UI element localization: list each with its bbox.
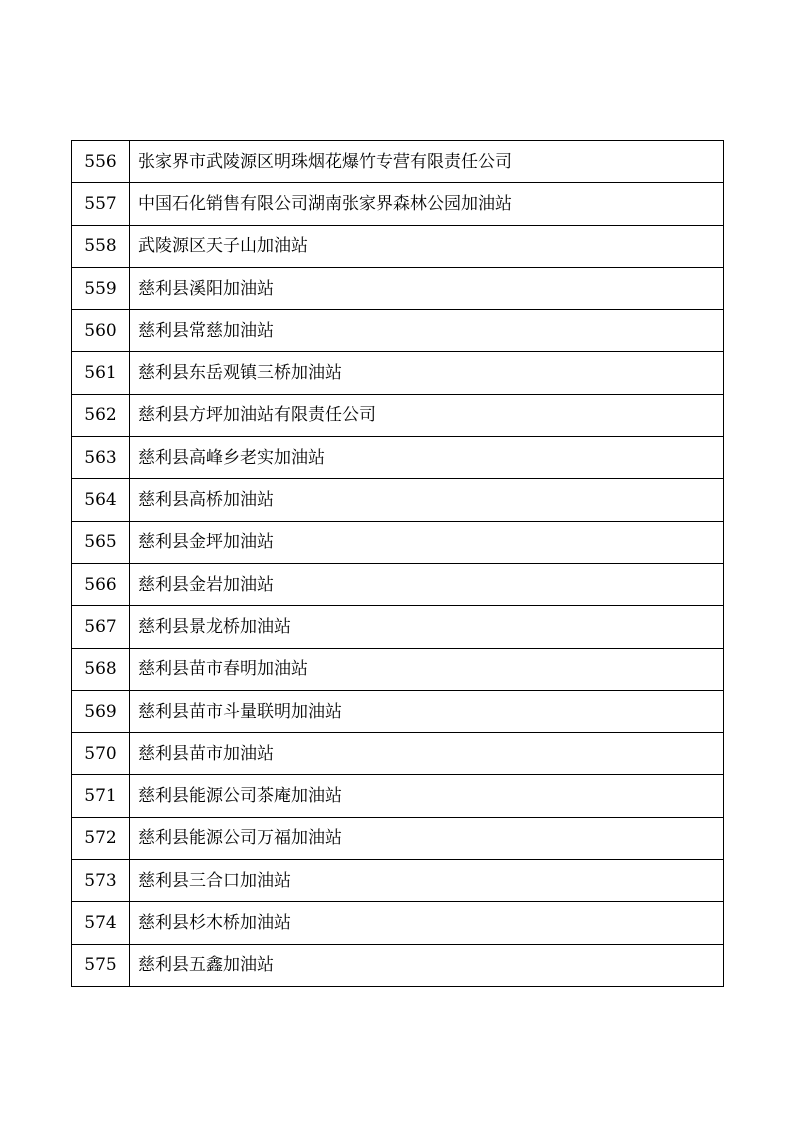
entity-name: 慈利县溪阳加油站 — [130, 267, 724, 309]
row-number: 573 — [72, 860, 130, 902]
entity-name: 慈利县杉木桥加油站 — [130, 902, 724, 944]
table-row — [72, 775, 724, 817]
table-row — [72, 141, 724, 183]
entity-name: 张家界市武陵源区明珠烟花爆竹专营有限责任公司 — [130, 141, 724, 183]
row-number: 557 — [72, 183, 130, 225]
row-number: 566 — [72, 563, 130, 605]
table-body — [72, 141, 724, 987]
row-number: 569 — [72, 690, 130, 732]
row-number: 564 — [72, 479, 130, 521]
table-row — [72, 902, 724, 944]
entity-name: 慈利县苗市春明加油站 — [130, 648, 724, 690]
entity-name: 慈利县常慈加油站 — [130, 310, 724, 352]
row-number: 562 — [72, 394, 130, 436]
table-row — [72, 944, 724, 986]
entity-name: 慈利县苗市加油站 — [130, 733, 724, 775]
table-row — [72, 394, 724, 436]
row-number: 561 — [72, 352, 130, 394]
row-number: 565 — [72, 521, 130, 563]
entity-name: 武陵源区天子山加油站 — [130, 225, 724, 267]
entity-name: 慈利县三合口加油站 — [130, 860, 724, 902]
row-number: 568 — [72, 648, 130, 690]
row-number: 571 — [72, 775, 130, 817]
table-row — [72, 352, 724, 394]
entity-name: 慈利县高桥加油站 — [130, 479, 724, 521]
table-row — [72, 521, 724, 563]
row-number: 574 — [72, 902, 130, 944]
entity-name: 慈利县景龙桥加油站 — [130, 606, 724, 648]
table-row — [72, 437, 724, 479]
table-row — [72, 183, 724, 225]
row-number: 556 — [72, 141, 130, 183]
entity-name: 慈利县金岩加油站 — [130, 563, 724, 605]
entity-name: 慈利县能源公司万福加油站 — [130, 817, 724, 859]
row-number: 559 — [72, 267, 130, 309]
entity-name: 慈利县方坪加油站有限责任公司 — [130, 394, 724, 436]
row-number: 575 — [72, 944, 130, 986]
entity-name: 慈利县能源公司茶庵加油站 — [130, 775, 724, 817]
row-number: 563 — [72, 437, 130, 479]
enterprise-list-table — [71, 140, 724, 987]
table-row — [72, 310, 724, 352]
entity-name: 慈利县金坪加油站 — [130, 521, 724, 563]
entity-name: 慈利县东岳观镇三桥加油站 — [130, 352, 724, 394]
table-row — [72, 563, 724, 605]
table-row — [72, 690, 724, 732]
table-row — [72, 479, 724, 521]
table-row — [72, 648, 724, 690]
table-row — [72, 817, 724, 859]
table-row — [72, 225, 724, 267]
entity-name: 中国石化销售有限公司湖南张家界森林公园加油站 — [130, 183, 724, 225]
table-row — [72, 606, 724, 648]
row-number: 558 — [72, 225, 130, 267]
row-number: 572 — [72, 817, 130, 859]
table-row — [72, 860, 724, 902]
entity-name: 慈利县五鑫加油站 — [130, 944, 724, 986]
table-row — [72, 733, 724, 775]
table-row — [72, 267, 724, 309]
row-number: 567 — [72, 606, 130, 648]
entity-name: 慈利县苗市斗量联明加油站 — [130, 690, 724, 732]
row-number: 560 — [72, 310, 130, 352]
row-number: 570 — [72, 733, 130, 775]
entity-name: 慈利县高峰乡老实加油站 — [130, 437, 724, 479]
